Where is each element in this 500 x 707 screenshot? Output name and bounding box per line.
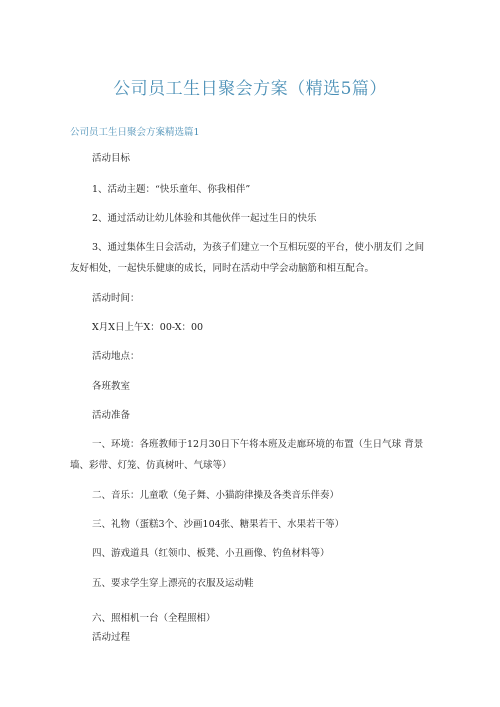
prep-camera: 六、照相机一台（全程照相） [92, 613, 216, 624]
prep-game-props: 四、游戏道具（红领巾、板凳、小丑画像、钓鱼材料等） [92, 548, 330, 559]
prep-clothing: 五、要求学生穿上漂亮的衣服及运动鞋 [92, 578, 254, 589]
value-activity-location: 各班教室 [92, 381, 131, 392]
label-activity-location: 活动地点： [92, 351, 140, 362]
paragraph-collective-line1: 3、通过集体生日会活动，为孩子们建立一个互相玩耍的平台，使小朋友们 之间 [92, 242, 425, 253]
heading-preparation: 活动准备 [92, 410, 131, 421]
document-title: 公司员工生日聚会方案（精选5篇） [113, 79, 387, 99]
prep-music: 二、音乐：儿童歌（兔子舞、小猫韵律操及各类音乐伴奏） [92, 490, 340, 501]
prep-environment-line1: 一、环境：各班教师于12月30日下午将本班及走廊环境的布置（生日气球 背景 [92, 439, 424, 450]
paragraph-activity-goal: 活动目标 [92, 153, 131, 164]
heading-activity-process: 活动过程 [92, 632, 131, 643]
value-activity-time: X月X日上午X：00-X：00 [92, 322, 204, 333]
paragraph-theme: 1、活动主题：“快乐童年、你我相伴” [92, 184, 251, 195]
paragraph-experience: 2、通过活动让幼儿体验和其他伙伴一起过生日的快乐 [92, 213, 317, 224]
section-title: 公司员工生日聚会方案精选篇1 [70, 127, 200, 138]
prep-environment-line2: 墙、彩带、灯笼、仿真树叶、气球等） [70, 460, 232, 471]
prep-gifts: 三、礼物（蛋糕3个、沙画104张、糖果若干、水果若干等） [92, 519, 345, 530]
paragraph-collective-line2: 友好相处，一起快乐健康的成长，同时在活动中学会动脑筋和相互配合。 [70, 263, 375, 274]
label-activity-time: 活动时间： [92, 293, 140, 304]
